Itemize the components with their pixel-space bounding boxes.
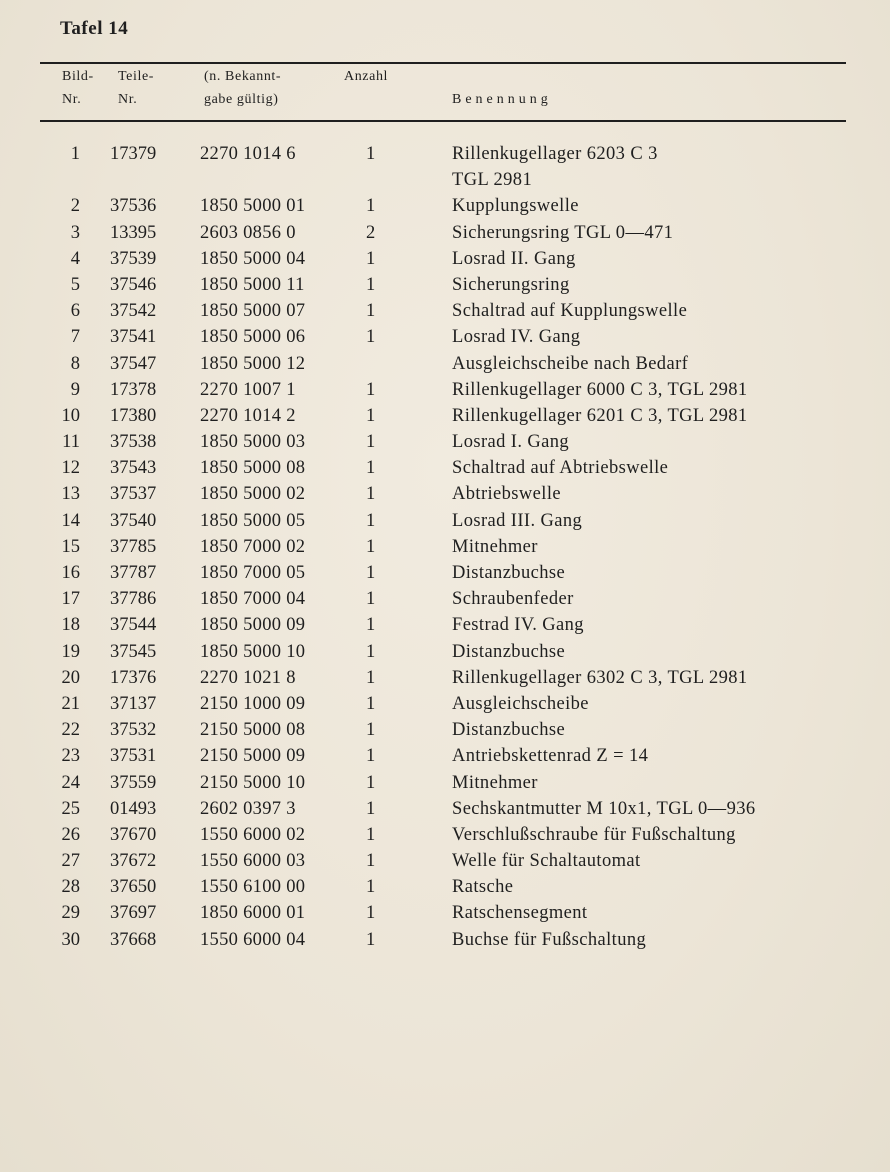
cell-teile-nr: 37536 [110, 196, 157, 217]
cell-teile-nr: 37785 [110, 536, 157, 557]
header-teile-nr: Teile- Nr. [118, 69, 155, 107]
cell-bild-nr: 25 [61, 798, 80, 819]
cell-bekanntgabe: 1550 6000 02 [200, 824, 306, 845]
table-row [0, 900, 890, 926]
cell-bild-nr: 17 [61, 589, 80, 610]
cell-anzahl: 1 [366, 144, 376, 164]
cell-bild-nr: 16 [61, 563, 80, 583]
cell-teile-nr: 01493 [110, 798, 157, 819]
cell-benennung: Distanzbuchse [452, 720, 566, 741]
cell-anzahl: 1 [366, 641, 376, 662]
table-row [0, 508, 890, 534]
cell-benennung: Sicherungsring [452, 274, 570, 295]
cell-anzahl: 1 [366, 798, 376, 819]
cell-bild-nr: 9 [70, 379, 80, 400]
cell-bekanntgabe: 1850 5000 01 [200, 196, 306, 217]
cell-anzahl: 1 [366, 720, 376, 741]
header-bild-nr: Bild- Nr. [62, 69, 94, 107]
cell-bekanntgabe: 2150 5000 08 [200, 720, 306, 741]
cell-bild-nr: 18 [61, 615, 80, 636]
cell-bild-nr: 14 [61, 510, 80, 531]
table-row [0, 927, 890, 953]
cell-benennung: TGL 2981 [452, 170, 533, 191]
table-row [0, 665, 890, 691]
cell-bekanntgabe: 1850 5000 11 [200, 274, 305, 295]
table-row [0, 324, 890, 350]
cell-benennung: Abtriebswelle [452, 484, 561, 505]
cell-benennung: Ausgleichscheibe nach Bedarf [452, 353, 689, 374]
cell-teile-nr: 37545 [110, 641, 157, 662]
table-row [0, 403, 890, 429]
cell-benennung: Rillenkugellager 6203 C 3 [452, 144, 658, 164]
cell-benennung: Rillenkugellager 6201 C 3, TGL 2981 [452, 405, 748, 426]
cell-bild-nr: 2 [70, 196, 80, 217]
cell-teile-nr: 37540 [110, 510, 157, 531]
cell-bekanntgabe: 1850 5000 05 [200, 510, 306, 531]
table-row [0, 455, 890, 481]
cell-bekanntgabe: 1850 5000 03 [200, 432, 306, 453]
table-row [0, 639, 890, 665]
cell-bekanntgabe: 1850 5000 02 [200, 484, 306, 505]
cell-anzahl: 1 [366, 405, 376, 426]
cell-bekanntgabe: 1850 7000 04 [200, 589, 306, 610]
parts-table [0, 141, 890, 953]
cell-anzahl: 1 [366, 563, 376, 583]
cell-teile-nr: 37650 [110, 877, 157, 898]
cell-bild-nr: 12 [61, 458, 80, 479]
cell-bekanntgabe: 1550 6100 00 [200, 877, 306, 898]
cell-anzahl: 1 [366, 327, 376, 348]
header-anzahl: Anzahl [344, 69, 389, 84]
cell-bild-nr: 28 [61, 877, 80, 898]
cell-bild-nr: 27 [61, 851, 80, 872]
cell-teile-nr: 13395 [110, 222, 157, 243]
table-row [0, 298, 890, 324]
cell-teile-nr: 37668 [110, 929, 157, 950]
cell-bekanntgabe: 1550 6000 03 [200, 851, 306, 872]
cell-teile-nr: 37546 [110, 274, 157, 295]
cell-benennung: Ratsche [452, 877, 514, 898]
cell-bild-nr: 22 [61, 720, 80, 741]
table-row [0, 743, 890, 769]
table-row [0, 220, 890, 246]
cell-teile-nr: 17380 [110, 405, 157, 426]
cell-bild-nr: 26 [61, 824, 80, 845]
cell-anzahl: 1 [366, 877, 376, 898]
cell-teile-nr: 37697 [110, 903, 157, 924]
table-row [0, 586, 890, 612]
cell-bild-nr: 3 [70, 222, 80, 243]
cell-benennung: Kupplungswelle [452, 196, 579, 217]
cell-benennung: Sicherungsring TGL 0—471 [452, 222, 674, 243]
cell-benennung: Losrad IV. Gang [452, 327, 581, 348]
cell-bild-nr: 20 [61, 667, 80, 688]
header-bekanntgabe: (n. Bekannt- gabe gültig) [204, 69, 282, 107]
cell-benennung: Distanzbuchse [452, 641, 566, 662]
table-row [0, 612, 890, 638]
table-row [0, 717, 890, 743]
cell-bild-nr: 7 [70, 327, 80, 348]
cell-bild-nr: 30 [61, 929, 80, 950]
cell-teile-nr: 37670 [110, 824, 157, 845]
cell-benennung: Losrad III. Gang [452, 510, 583, 531]
cell-benennung: Losrad II. Gang [452, 248, 576, 269]
table-row [0, 822, 890, 848]
cell-anzahl: 1 [366, 510, 376, 531]
cell-teile-nr: 37537 [110, 484, 157, 505]
cell-benennung: Sechskantmutter M 10x1, TGL 0—936 [452, 798, 756, 819]
table-row [0, 874, 890, 900]
cell-bekanntgabe: 1850 7000 02 [200, 536, 306, 557]
cell-bekanntgabe: 1850 5000 04 [200, 248, 306, 269]
cell-anzahl: 1 [366, 432, 376, 453]
cell-bild-nr: 15 [61, 536, 80, 557]
cell-bekanntgabe: 1550 6000 04 [200, 929, 306, 950]
cell-anzahl: 2 [366, 222, 376, 243]
cell-bekanntgabe: 1850 5000 07 [200, 301, 306, 322]
table-row [0, 534, 890, 560]
cell-anzahl: 1 [366, 746, 376, 767]
cell-anzahl: 1 [366, 301, 376, 322]
cell-teile-nr: 37137 [110, 693, 157, 714]
cell-bekanntgabe: 1850 5000 12 [200, 353, 306, 374]
cell-teile-nr: 37539 [110, 248, 157, 269]
cell-anzahl: 1 [366, 196, 376, 217]
cell-teile-nr: 37787 [110, 563, 157, 583]
table-row [0, 429, 890, 455]
cell-bild-nr: 6 [70, 301, 80, 322]
cell-bekanntgabe: 1850 5000 08 [200, 458, 306, 479]
cell-bild-nr: 10 [61, 405, 80, 426]
cell-benennung: Ratschensegment [452, 903, 588, 924]
cell-teile-nr: 37672 [110, 851, 157, 872]
header-bottom-rule [40, 120, 846, 122]
table-row [0, 377, 890, 403]
cell-bekanntgabe: 2603 0856 0 [200, 222, 296, 243]
cell-benennung: Buchse für Fußschaltung [452, 929, 647, 950]
cell-bekanntgabe: 2150 5000 10 [200, 772, 306, 793]
cell-benennung: Mitnehmer [452, 536, 538, 557]
cell-teile-nr: 37542 [110, 301, 157, 322]
cell-anzahl: 1 [366, 824, 376, 845]
cell-anzahl: 1 [366, 667, 376, 688]
cell-teile-nr: 37544 [110, 615, 157, 636]
page-title: Tafel 14 [60, 18, 129, 39]
cell-teile-nr: 37541 [110, 327, 157, 348]
cell-teile-nr: 37547 [110, 353, 157, 374]
cell-benennung: Festrad IV. Gang [452, 615, 584, 636]
cell-teile-nr: 17376 [110, 667, 157, 688]
cell-bild-nr: 19 [61, 641, 80, 662]
cell-anzahl: 1 [366, 484, 376, 505]
table-row [0, 246, 890, 272]
cell-anzahl: 1 [366, 536, 376, 557]
table-row [0, 691, 890, 717]
cell-bild-nr: 5 [70, 274, 80, 295]
table-row [0, 770, 890, 796]
cell-bild-nr: 1 [70, 144, 80, 164]
table-row [0, 272, 890, 298]
cell-benennung: Ausgleichscheibe [452, 693, 589, 714]
cell-anzahl: 1 [366, 458, 376, 479]
cell-bekanntgabe: 2602 0397 3 [200, 798, 296, 819]
table-row [0, 481, 890, 507]
cell-bekanntgabe: 2270 1014 6 [200, 144, 296, 164]
cell-anzahl: 1 [366, 903, 376, 924]
cell-bekanntgabe: 2150 5000 09 [200, 746, 306, 767]
header-benennung: Benennung [452, 92, 552, 107]
cell-benennung: Antriebskettenrad Z = 14 [452, 746, 649, 767]
cell-benennung: Mitnehmer [452, 772, 538, 793]
header-top-rule [40, 62, 846, 64]
cell-anzahl: 1 [366, 589, 376, 610]
cell-teile-nr: 37531 [110, 746, 157, 767]
cell-anzahl: 1 [366, 615, 376, 636]
cell-benennung: Losrad I. Gang [452, 432, 570, 453]
table-row [0, 848, 890, 874]
cell-bild-nr: 13 [61, 484, 80, 505]
cell-teile-nr: 17378 [110, 379, 157, 400]
cell-bekanntgabe: 1850 5000 10 [200, 641, 306, 662]
cell-teile-nr: 37532 [110, 720, 157, 741]
cell-benennung: Welle für Schaltautomat [452, 851, 641, 872]
cell-benennung: Rillenkugellager 6000 C 3, TGL 2981 [452, 379, 748, 400]
cell-bekanntgabe: 2270 1007 1 [200, 379, 296, 400]
cell-bild-nr: 8 [70, 353, 80, 374]
cell-bekanntgabe: 2150 1000 09 [200, 693, 306, 714]
cell-anzahl: 1 [366, 248, 376, 269]
cell-bild-nr: 21 [61, 693, 80, 714]
cell-benennung: Schaltrad auf Kupplungswelle [452, 301, 688, 322]
cell-bild-nr: 24 [61, 772, 80, 793]
cell-bild-nr: 4 [70, 248, 80, 269]
cell-benennung: Verschlußschraube für Fußschaltung [452, 824, 736, 845]
table-row [0, 796, 890, 822]
cell-teile-nr: 37538 [110, 432, 157, 453]
cell-anzahl: 1 [366, 772, 376, 793]
table-row [0, 351, 890, 377]
cell-benennung: Schraubenfeder [452, 589, 574, 610]
cell-teile-nr: 37543 [110, 458, 157, 479]
cell-teile-nr: 17379 [110, 144, 157, 164]
cell-bekanntgabe: 2270 1021 8 [200, 667, 296, 688]
cell-anzahl: 1 [366, 379, 376, 400]
table-row [0, 141, 890, 167]
cell-bekanntgabe: 1850 5000 09 [200, 615, 306, 636]
cell-bild-nr: 29 [61, 903, 80, 924]
cell-anzahl: 1 [366, 274, 376, 295]
cell-benennung: Distanzbuchse [452, 563, 566, 583]
cell-anzahl: 1 [366, 851, 376, 872]
cell-bekanntgabe: 1850 5000 06 [200, 327, 306, 348]
cell-anzahl: 1 [366, 929, 376, 950]
cell-benennung: Rillenkugellager 6302 C 3, TGL 2981 [452, 667, 748, 688]
cell-bekanntgabe: 1850 7000 05 [200, 563, 306, 583]
cell-teile-nr: 37786 [110, 589, 157, 610]
cell-bild-nr: 23 [61, 746, 80, 767]
cell-anzahl: 1 [366, 693, 376, 714]
cell-bekanntgabe: 1850 6000 01 [200, 903, 306, 924]
cell-bekanntgabe: 2270 1014 2 [200, 405, 296, 426]
cell-teile-nr: 37559 [110, 772, 157, 793]
table-row [0, 560, 890, 586]
cell-bild-nr: 11 [62, 432, 80, 453]
cell-benennung: Schaltrad auf Abtriebswelle [452, 458, 669, 479]
table-row [0, 193, 890, 219]
table-row [0, 167, 890, 193]
